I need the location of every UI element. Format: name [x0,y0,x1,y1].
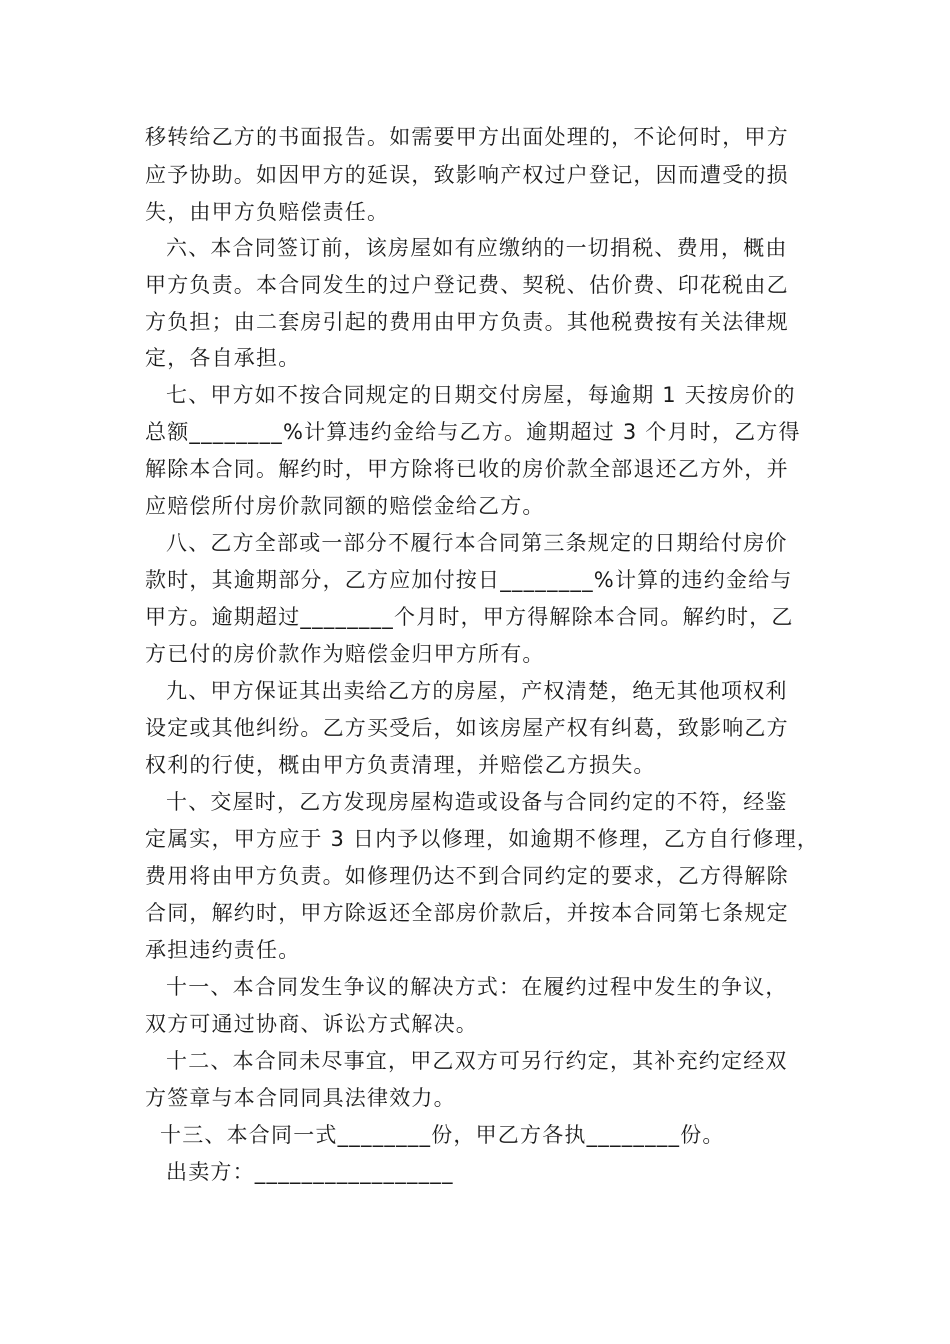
text-line: 移转给乙方的书面报告。如需要甲方出面处理的，不论何时，甲方 [145,125,789,149]
text-line: 方签章与本合同同具法律效力。 [145,1086,456,1110]
clause-11: 十一、本合同发生争议的解决方式：在履约过程中发生的争议， [166,975,788,999]
text-line: 费用将由甲方负责。如修理仍达不到合同约定的要求，乙方得解除 [145,864,789,888]
clause-10: 十、交屋时，乙方发现房屋构造或设备与合同约定的不符，经鉴 [166,790,788,814]
clause-9: 九、甲方保证其出卖给乙方的房屋，产权清楚，绝无其他项权利 [166,679,788,703]
clause-13: 十三、本合同一式________份，甲乙方各执________份。 [160,1123,725,1147]
text-line: 合同，解约时，甲方除返还全部房价款后，并按本合同第七条规定 [145,901,789,925]
text-line: 甲方。逾期超过________个月时，甲方得解除本合同。解约时，乙 [145,605,794,629]
text-line: 承担违约责任。 [145,938,301,962]
clause-6: 六、本合同签订前，该房屋如有应缴纳的一切捐税、费用，概由 [166,236,788,260]
text-line: 款时，其逾期部分，乙方应加付按日________%计算的违约金给与 [145,568,793,592]
clause-12: 十二、本合同未尽事宜，甲乙双方可另行约定，其补充约定经双 [166,1049,788,1073]
text-line: 定属实，甲方应于 3 日内予以修理，如逾期不修理，乙方自行修理， [145,827,820,851]
text-line: 方已付的房价款作为赔偿金归甲方所有。 [145,642,545,666]
text-line: 定，各自承担。 [145,346,301,370]
text-line: 甲方负责。本合同发生的过户登记费、契税、估价费、印花税由乙 [145,273,789,297]
text-line: 应予协助。如因甲方的延误，致影响产权过户登记，因而遭受的损 [145,163,789,187]
text-line: 应赔偿所付房价款同额的赔偿金给乙方。 [145,494,545,518]
text-line: 总额________%计算违约金给与乙方。逾期超过 3 个月时，乙方得 [145,420,801,444]
text-line: 解除本合同。解约时，甲方除将已收的房价款全部退还乙方外，并 [145,457,789,481]
text-line: 双方可通过协商、诉讼方式解决。 [145,1012,478,1036]
text-line: 失，由甲方负赔偿责任。 [145,200,390,224]
text-line: 设定或其他纠纷。乙方买受后，如该房屋产权有纠葛，致影响乙方 [145,716,789,740]
text-line: 权利的行使，概由甲方负责清理，并赔偿乙方损失。 [145,753,656,777]
seller-signature-line: 出卖方：_________________ [166,1160,454,1184]
clause-7: 七、甲方如不按合同规定的日期交付房屋，每逾期 1 天按房价的 [166,383,796,407]
text-line: 方负担；由二套房引起的费用由甲方负责。其他税费按有关法律规 [145,310,789,334]
clause-8: 八、乙方全部或一部分不履行本合同第三条规定的日期给付房价 [166,531,788,555]
